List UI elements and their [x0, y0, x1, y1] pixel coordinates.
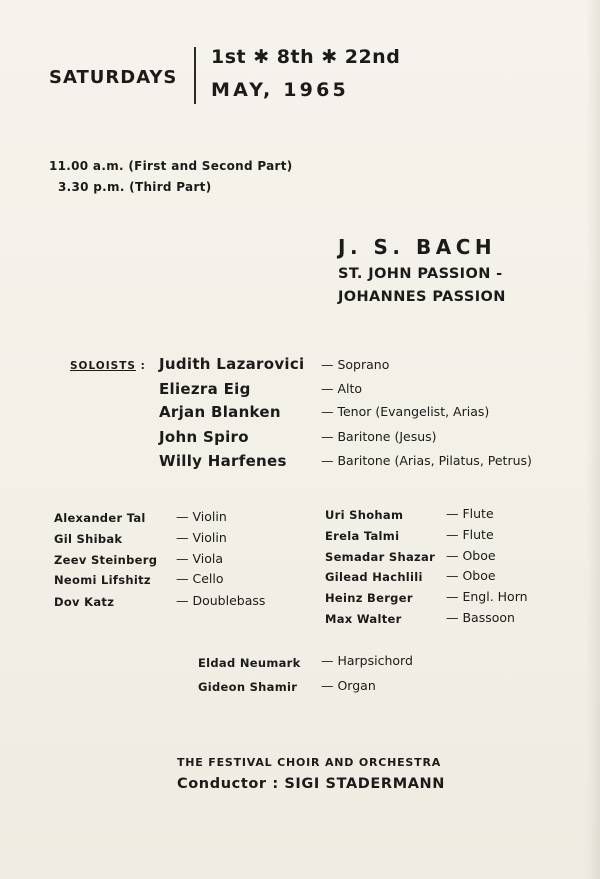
conductor-line [177, 776, 445, 792]
string-player-instrument: — Cello [176, 571, 224, 586]
time-first-second-part: 11.00 a.m. (First and Second Part) [49, 159, 293, 173]
soloists-label-text: SOLOISTS [70, 360, 136, 372]
conductor-name: SIGI STADERMANN [284, 776, 446, 792]
string-player-name: Neomi Lifshitz [54, 573, 151, 587]
string-player-name: Zeev Steinberg [54, 553, 158, 567]
soloist-name: John Spiro [159, 428, 249, 446]
string-player-instrument: — Violin [176, 509, 227, 524]
conductor-label: Conductor : [177, 776, 279, 792]
wind-player-name: Erela Talmi [325, 529, 400, 543]
continuo-player-instrument: — Organ [321, 678, 376, 693]
continuo-player-name: Gideon Shamir [198, 680, 298, 694]
continuo-player-name: Eldad Neumark [198, 656, 301, 670]
time-third-part: 3.30 p.m. (Third Part) [58, 180, 212, 194]
string-player-name: Dov Katz [54, 595, 115, 609]
soloist-role: — Baritone (Jesus) [321, 429, 437, 444]
month-year: MAY, 1965 [211, 79, 349, 101]
string-player-instrument: — Violin [176, 530, 227, 545]
soloists-label [70, 360, 146, 372]
wind-player-instrument: — Oboe [446, 568, 496, 583]
wind-player-name: Semadar Shazar [325, 550, 436, 564]
page-edge-shadow [586, 0, 600, 879]
wind-player-instrument: — Engl. Horn [446, 589, 528, 604]
soloist-name: Eliezra Eig [159, 380, 251, 398]
wind-player-instrument: — Flute [446, 506, 494, 521]
wind-player-instrument: — Flute [446, 527, 494, 542]
wind-player-name: Gilead Hachlili [325, 570, 423, 584]
work-title-english: ST. JOHN PASSION - [338, 266, 503, 282]
soloist-role: — Baritone (Arias, Pilatus, Petrus) [321, 453, 532, 468]
string-player-instrument: — Doublebass [176, 593, 266, 608]
wind-player-instrument: — Oboe [446, 548, 496, 563]
soloist-name: Arjan Blanken [159, 403, 281, 421]
continuo-player-instrument: — Harpsichord [321, 653, 413, 668]
string-player-instrument: — Viola [176, 551, 224, 566]
wind-player-name: Heinz Berger [325, 591, 413, 605]
performance-dates: 1st ✱ 8th ✱ 22nd [211, 46, 401, 68]
day-label: SATURDAYS [49, 67, 178, 88]
wind-player-name: Max Walter [325, 612, 402, 626]
header-divider [194, 47, 196, 104]
soloist-name: Willy Harfenes [159, 452, 287, 470]
choir-orchestra: THE FESTIVAL CHOIR AND ORCHESTRA [177, 756, 442, 769]
soloist-name: Judith Lazarovici [159, 355, 305, 373]
wind-player-instrument: — Bassoon [446, 610, 515, 625]
composer: J. S. BACH [338, 235, 497, 259]
string-player-name: Alexander Tal [54, 511, 146, 525]
work-title-german: JOHANNES PASSION [338, 289, 506, 305]
soloist-role: — Alto [321, 381, 363, 396]
string-player-name: Gil Shibak [54, 532, 123, 546]
soloists-label-colon: : [140, 360, 146, 372]
soloist-role: — Soprano [321, 357, 390, 372]
wind-player-name: Uri Shoham [325, 508, 404, 522]
soloist-role: — Tenor (Evangelist, Arias) [321, 404, 490, 419]
